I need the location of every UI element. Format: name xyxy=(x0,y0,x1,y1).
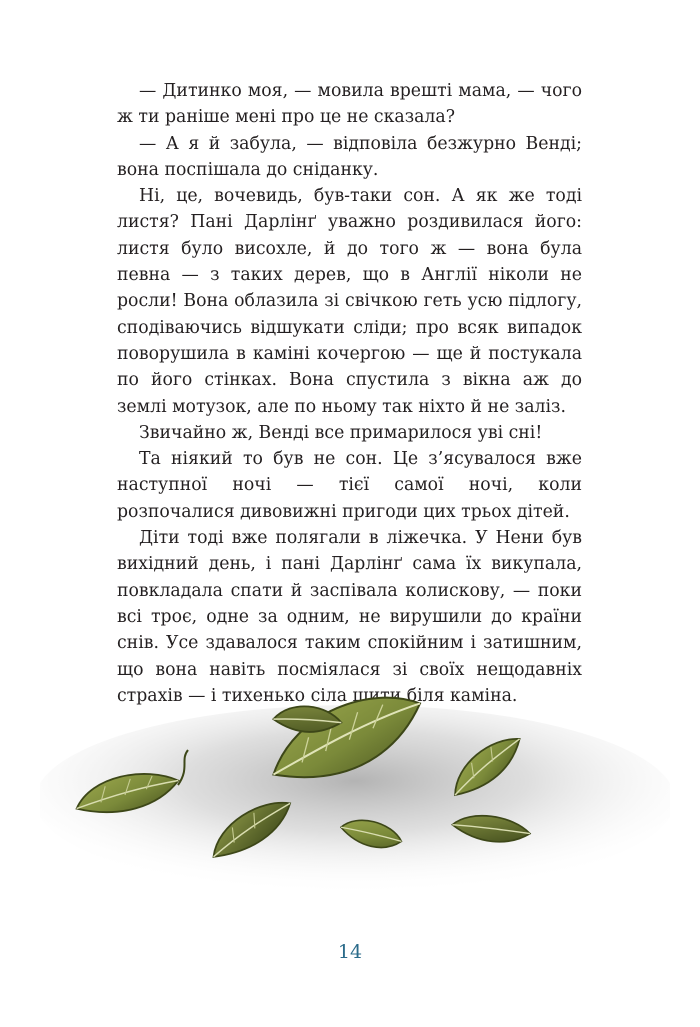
fallen-leaves-illustration xyxy=(40,690,670,920)
paragraph-6: Діти тоді вже полягали в ліжечка. У Нени був вихідний день, і пані Дарлінґ сама їх викупала, повкладала спати й заспівала колискову, — поки всі троє, одне за одним, не вирушили до країни снів. Усе здавалося таким спокійним і затишним, що вона навіть посміялася зі своїх нещодавніх страхів — і тихенько сіла шити біля каміна. xyxy=(117,528,582,706)
paragraph-3: Ні, це, вочевидь, був-таки сон. А як же тоді листя? Пані Дарлінґ уважно роздивилася його: листя було висохле, й до того ж — вона була певна — з таких дерев, що в Англії ніколи не росли! Вона облазила зі свічкою геть усю підлогу, сподіваючись відшукати сліди; про всяк випадок поворушила в каміні кочергою — ще й постукала по його стінках. Вона спустила з вікна аж до землі мотузок, але по ньому так ніхто й не заліз. xyxy=(117,186,582,417)
paragraph-1: — Дитинко моя, — мовила врешті мама, — чого ж ти раніше мені про це не сказала? xyxy=(117,81,582,128)
body-text xyxy=(117,78,582,709)
page-number: 14 xyxy=(337,941,363,963)
paragraph-5: Та ніякий то був не сон. Це з’ясувалося вже наступної ночі — тієї самої ночі, коли розпочалися дивовижні пригоди цих трьох дітей. xyxy=(117,449,582,522)
paragraph-4: Звичайно ж, Венді все примарилося уві сні! xyxy=(139,422,543,443)
paragraph-2: — А я й забула, — відповіла безжурно Венді; вона поспішала до сніданку. xyxy=(117,133,582,180)
